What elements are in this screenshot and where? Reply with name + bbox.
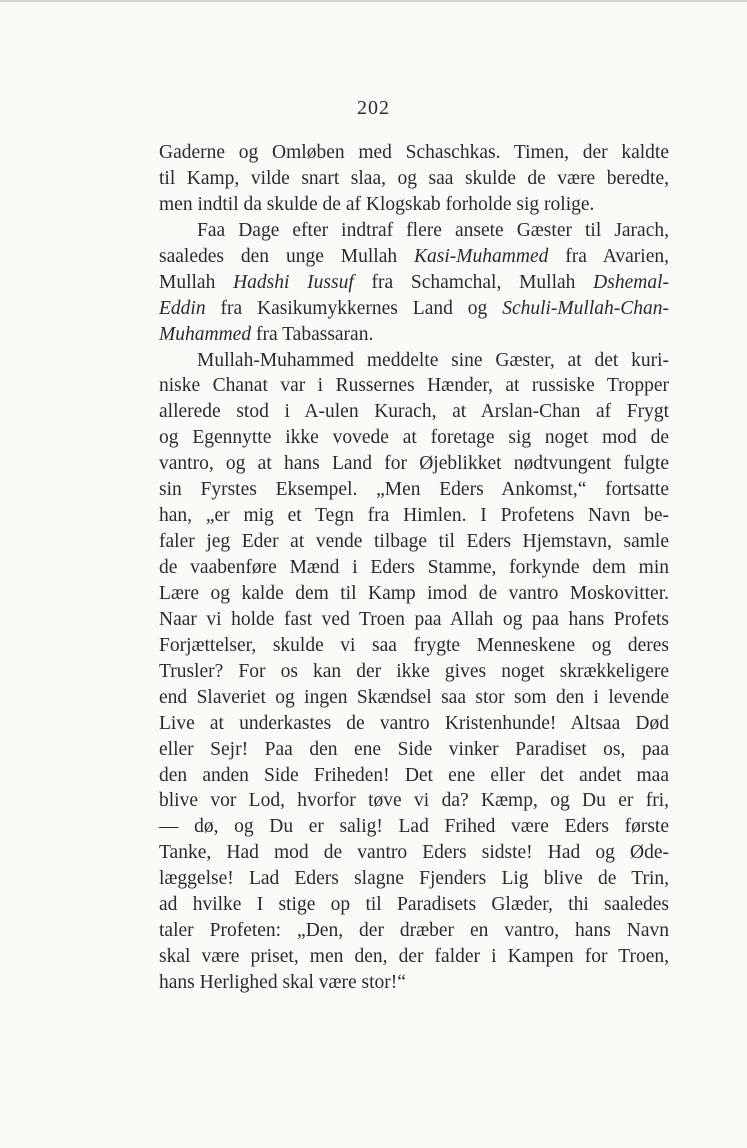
text-line: niske Chanat var i Russernes Hænder, at russiske Tropper xyxy=(159,375,669,397)
text-line: sin Fyrstes Eksempel. „Men Eders Ankomst,“ fortsatte xyxy=(159,479,669,501)
text-segment: saaledes den unge Mullah xyxy=(159,245,415,267)
name-italic: Muhammed xyxy=(159,323,252,345)
text-line: skal være priset, men den, der falder i Kampen for Troen, xyxy=(159,946,669,968)
text-line: Lære og kalde dem til Kamp imod de vantro Moskovitter. xyxy=(159,582,669,604)
text-line: hans Herlighed skal være stor!“ xyxy=(159,972,406,993)
text-line: til Kamp, vilde snart slaa, og saa skulde de være beredte, xyxy=(159,167,669,189)
text-line: Live at underkastes de vantro Kristenhunde! Altsaa Død xyxy=(159,712,669,734)
name-italic: Hadshi Iussuf xyxy=(233,271,354,293)
text-line xyxy=(159,244,669,270)
text-segment: fra Tabassaran. xyxy=(251,323,374,345)
text-line: den anden Side Friheden! Det ene eller det andet maa xyxy=(159,764,669,786)
text-line: vantro, og at hans Land for Øjeblikket nødtvungent fulgte xyxy=(159,453,669,475)
text-line: allerede stod i A-ulen Kurach, at Arslan-Chan af Frygt xyxy=(159,401,669,423)
page-number: 202 xyxy=(357,97,390,119)
text-segment: fra Avarien, xyxy=(548,245,669,267)
text-line: Naar vi holde fast ved Troen paa Allah og paa hans Profets xyxy=(159,608,669,630)
text-line: Mullah-Muhammed meddelte sine Gæster, at det kuri- xyxy=(197,349,669,371)
text-segment: fra Schamchal, Mullah xyxy=(353,271,594,293)
text-line: Forjættelser, skulde vi saa frygte Menneskene og deres xyxy=(159,634,669,656)
text-line xyxy=(159,296,669,322)
text-line: han, „er mig et Tegn fra Himlen. I Profetens Navn be- xyxy=(159,505,669,527)
text-line: — dø, og Du er salig! Lad Frihed være Eders første xyxy=(159,816,669,838)
text-line: Tanke, Had mod de vantro Eders sidste! Had og Øde- xyxy=(159,842,669,864)
text-line: men indtil da skulde de af Klogskab forholde sig rolige. xyxy=(159,193,595,215)
text-line: og Egennytte ikke vovede at foretage sig noget mod de xyxy=(159,427,669,449)
text-segment: Mullah xyxy=(159,271,234,293)
text-line: blive vor Lod, hvorfor tøve vi da? Kæmp, og Du er fri, xyxy=(159,790,669,812)
text-line: eller Sejr! Paa den ene Side vinker Paradiset os, paa xyxy=(159,738,669,760)
text-line: læggelse! Lad Eders slagne Fjenders Lig blive de Trin, xyxy=(159,868,669,890)
text-line: faler jeg Eder at vende tilbage til Eders Hjemstavn, samle xyxy=(159,531,669,553)
text-line: taler Profeten: „Den, der dræber en vantro, hans Navn xyxy=(159,920,669,942)
text-line: de vaabenføre Mænd i Eders Stamme, forkynde dem min xyxy=(159,557,669,578)
name-italic: Dshemal- xyxy=(593,271,669,293)
text-segment: Faa Dage efter indtraf flere ansete Gæster til Jarach, xyxy=(197,219,669,241)
text-line: Trusler? For os kan der ikke gives noget skrækkeligere xyxy=(159,660,669,682)
name-italic: Kasi-Muhammed xyxy=(414,245,549,267)
text-line xyxy=(159,218,669,244)
text-line xyxy=(159,322,669,348)
text-line: end Slaveriet og ingen Skændsel saa stor som den i levende xyxy=(159,686,669,708)
body-text xyxy=(159,140,669,996)
name-italic: Schuli-Mullah-Chan- xyxy=(502,297,669,319)
text-segment: fra Kasikumykkernes Land og xyxy=(205,297,503,319)
text-line xyxy=(159,270,669,296)
top-edge-rule xyxy=(0,0,747,2)
name-italic: Eddin xyxy=(159,297,206,319)
text-line: Gaderne og Omløben med Schaschkas. Timen, der kaldte xyxy=(159,142,669,163)
text-line: ad hvilke I stige op til Paradisets Glæder, thi saaledes xyxy=(159,894,669,916)
